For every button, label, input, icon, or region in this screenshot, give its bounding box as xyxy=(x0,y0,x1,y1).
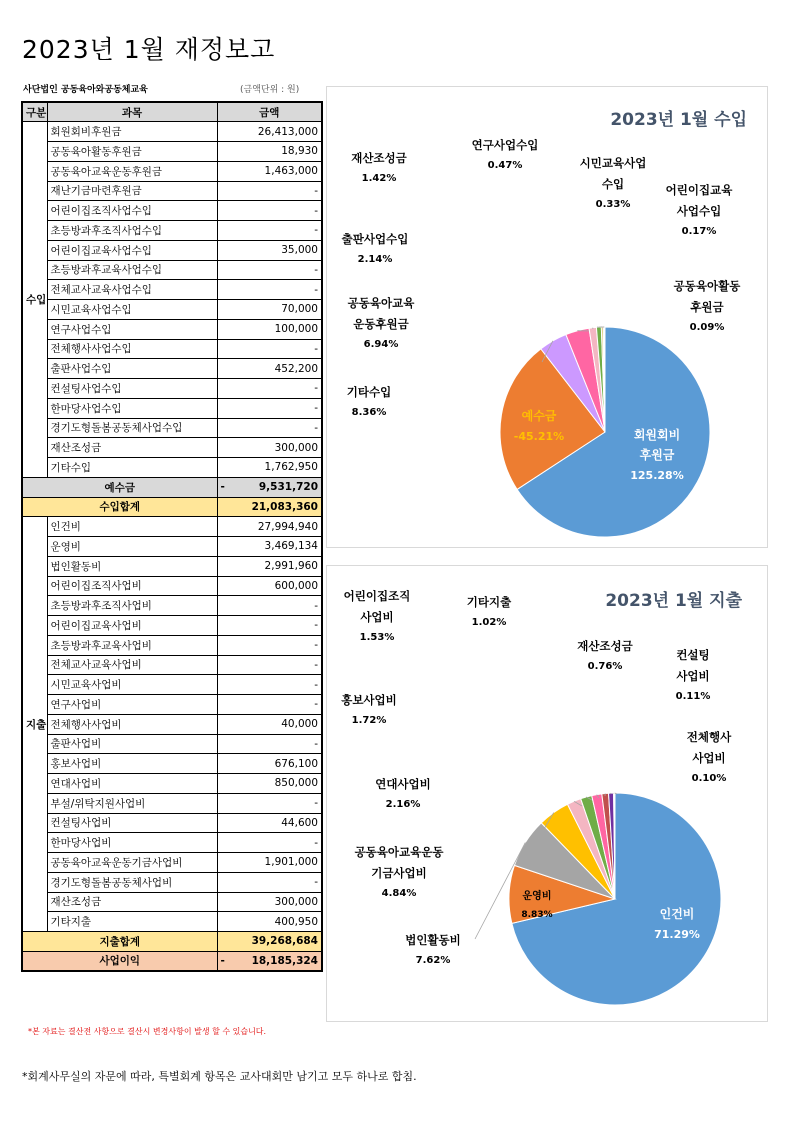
item-label: 전체행사사업수입 xyxy=(47,339,217,359)
item-label: 시민교육사업수입 xyxy=(47,300,217,320)
slice-label: 사업비 xyxy=(676,669,710,683)
disclaimer-note: *본 자료는 결산전 사항으로 결산시 변경사항이 발생 할 수 있습니다. xyxy=(28,1027,267,1036)
table-row xyxy=(22,892,322,912)
slice-label: 전체행사 xyxy=(686,730,732,744)
expense-chart-panel xyxy=(326,565,768,1022)
item-amount: - xyxy=(217,596,322,616)
item-amount: 850,000 xyxy=(217,774,322,794)
slice-label: 연구사업수입 xyxy=(471,138,539,152)
table-row xyxy=(22,181,322,201)
slice-percent: 8.83% xyxy=(521,910,553,920)
profit-sign: - xyxy=(220,954,225,967)
item-amount: - xyxy=(217,181,322,201)
table-row xyxy=(22,655,322,675)
table-row xyxy=(22,142,322,162)
item-label: 연구사업비 xyxy=(47,695,217,715)
item-label: 재산조성금 xyxy=(47,438,217,458)
item-amount: - xyxy=(217,221,322,241)
item-amount: - xyxy=(217,418,322,438)
slice-percent: 0.09% xyxy=(689,322,725,333)
slice-label: 재산조성금 xyxy=(351,151,407,165)
item-label: 재난기금마련후원금 xyxy=(47,181,217,201)
table-row xyxy=(22,438,322,458)
item-label: 출판사업비 xyxy=(47,734,217,754)
item-label: 초등방과후조직사업비 xyxy=(47,596,217,616)
item-amount: - xyxy=(217,695,322,715)
slice-label: 후원금 xyxy=(690,300,724,314)
slice-label: 운동후원금 xyxy=(353,317,409,331)
item-label: 재산조성금 xyxy=(47,892,217,912)
table-row xyxy=(22,300,322,320)
table-row xyxy=(22,537,322,557)
income-category: 수입 xyxy=(22,122,47,478)
slice-percent: 4.84% xyxy=(381,888,417,899)
header-amount: 금액 xyxy=(217,102,322,122)
slice-label: 컨설팅 xyxy=(676,648,710,662)
slice-label: 수입 xyxy=(601,177,625,191)
chart-title: 2023년 1월 지출 xyxy=(605,591,742,611)
slice-percent: 2.14% xyxy=(357,254,393,265)
profit-amount xyxy=(217,951,322,971)
deposit-row xyxy=(22,477,322,497)
slice-label: 기금사업비 xyxy=(371,866,427,880)
item-label: 기타지출 xyxy=(47,912,217,932)
table-row xyxy=(22,675,322,695)
item-amount: 35,000 xyxy=(217,240,322,260)
table-row xyxy=(22,774,322,794)
slice-percent: 0.76% xyxy=(587,661,623,672)
item-amount: 3,469,134 xyxy=(217,537,322,557)
item-amount: - xyxy=(217,635,322,655)
slice-percent: -45.21% xyxy=(513,430,565,443)
table-row xyxy=(22,517,322,537)
slice-percent: 0.11% xyxy=(675,691,711,702)
slice-percent: 2.16% xyxy=(385,799,421,810)
profit-row xyxy=(22,951,322,971)
expense-total-row xyxy=(22,932,322,952)
slice-label: 인건비 xyxy=(659,907,695,921)
slice-label: 공동육아교육 xyxy=(347,296,415,310)
slice-label: 연대사업비 xyxy=(375,777,431,791)
deposit-sign: - xyxy=(220,481,225,494)
table-row xyxy=(22,912,322,932)
item-amount: - xyxy=(217,398,322,418)
item-amount: - xyxy=(217,734,322,754)
expense-total-amount: 39,268,684 xyxy=(217,932,322,952)
slice-percent: 0.10% xyxy=(691,773,727,784)
table-row xyxy=(22,458,322,478)
header-item: 과목 xyxy=(47,102,217,122)
item-amount: 44,600 xyxy=(217,813,322,833)
item-label: 컨설팅사업수입 xyxy=(47,379,217,399)
slice-percent: 71.29% xyxy=(654,928,700,941)
item-amount: - xyxy=(217,793,322,813)
item-amount: - xyxy=(217,201,322,221)
expense-category: 지출 xyxy=(22,517,47,932)
table-row xyxy=(22,734,322,754)
slice-label: 기타지출 xyxy=(466,595,512,609)
table-row xyxy=(22,201,322,221)
slice-percent: 0.33% xyxy=(595,199,631,210)
table-row xyxy=(22,359,322,379)
item-label: 운영비 xyxy=(47,537,217,557)
item-label: 인건비 xyxy=(47,517,217,537)
item-label: 연구사업수입 xyxy=(47,319,217,339)
item-label: 법인활동비 xyxy=(47,556,217,576)
income-total-amount: 21,083,360 xyxy=(217,497,322,517)
amount-unit: (금액단위 : 원) xyxy=(240,85,300,95)
item-label: 한마당사업비 xyxy=(47,833,217,853)
item-amount: - xyxy=(217,379,322,399)
item-amount: 18,930 xyxy=(217,142,322,162)
item-amount: 300,000 xyxy=(217,438,322,458)
item-label: 경기도형돌봄공동체사업비 xyxy=(47,872,217,892)
item-label: 부설/위탁지원사업비 xyxy=(47,793,217,813)
item-label: 어린이집교육사업비 xyxy=(47,616,217,636)
slice-percent: 1.42% xyxy=(361,173,397,184)
deposit-label: 예수금 xyxy=(22,477,217,497)
item-label: 경기도형돌봄공동체사업수입 xyxy=(47,418,217,438)
slice-percent: 125.28% xyxy=(630,469,684,482)
table-row xyxy=(22,418,322,438)
table-row xyxy=(22,833,322,853)
profit-value: 18,185,324 xyxy=(251,954,318,967)
item-label: 초등방과후조직사업수입 xyxy=(47,221,217,241)
table-row xyxy=(22,260,322,280)
income-total-label: 수입합계 xyxy=(22,497,217,517)
table-row xyxy=(22,221,322,241)
finance-table xyxy=(21,101,323,972)
item-amount: 70,000 xyxy=(217,300,322,320)
item-amount: 1,901,000 xyxy=(217,853,322,873)
slice-label: 사업수입 xyxy=(676,204,722,218)
item-amount: 27,994,940 xyxy=(217,517,322,537)
deposit-amount xyxy=(217,477,322,497)
item-amount: - xyxy=(217,280,322,300)
table-row xyxy=(22,240,322,260)
slice-percent: 6.94% xyxy=(363,339,399,350)
chart-title: 2023년 1월 수입 xyxy=(610,110,747,130)
slice-label: 어린이집조직 xyxy=(343,589,411,603)
slice-label: 시민교육사업 xyxy=(579,156,647,170)
item-amount: 400,950 xyxy=(217,912,322,932)
item-label: 공동육아교육운동후원금 xyxy=(47,161,217,181)
table-row xyxy=(22,379,322,399)
item-label: 시민교육사업비 xyxy=(47,675,217,695)
item-label: 연대사업비 xyxy=(47,774,217,794)
item-label: 전체교사교육사업수입 xyxy=(47,280,217,300)
item-label: 초등방과후교육사업비 xyxy=(47,635,217,655)
slice-label: 사업비 xyxy=(692,751,726,765)
table-body xyxy=(22,122,322,971)
item-label: 홍보사업비 xyxy=(47,754,217,774)
slice-label: 재산조성금 xyxy=(577,639,633,653)
profit-label: 사업이익 xyxy=(22,951,217,971)
table-row xyxy=(22,754,322,774)
table-row xyxy=(22,339,322,359)
table-row xyxy=(22,813,322,833)
item-label: 한마당사업수입 xyxy=(47,398,217,418)
table-row xyxy=(22,161,322,181)
slice-percent: 7.62% xyxy=(415,955,451,966)
slice-percent: 1.72% xyxy=(351,715,387,726)
item-label: 전체교사교육사업비 xyxy=(47,655,217,675)
item-label: 공동육아교육운동기금사업비 xyxy=(47,853,217,873)
table-row xyxy=(22,556,322,576)
slice-label: 운영비 xyxy=(522,891,552,902)
item-label: 어린이집조직사업비 xyxy=(47,576,217,596)
table-row xyxy=(22,616,322,636)
item-amount: 300,000 xyxy=(217,892,322,912)
item-amount: 26,413,000 xyxy=(217,122,322,142)
item-amount: 676,100 xyxy=(217,754,322,774)
item-amount: - xyxy=(217,833,322,853)
item-amount: 1,463,000 xyxy=(217,161,322,181)
slice-label: 공동육아교육운동 xyxy=(354,845,444,859)
slice-label: 후원금 xyxy=(639,448,675,462)
item-amount: 600,000 xyxy=(217,576,322,596)
item-label: 회원회비후원금 xyxy=(47,122,217,142)
table-row xyxy=(22,793,322,813)
expense-total-label: 지출합계 xyxy=(22,932,217,952)
slice-percent: 0.47% xyxy=(487,160,523,171)
item-amount: - xyxy=(217,616,322,636)
slice-label: 예수금 xyxy=(521,409,557,423)
table-row xyxy=(22,695,322,715)
item-amount: 100,000 xyxy=(217,319,322,339)
slice-label: 회원회비 xyxy=(633,428,681,442)
organization-name: 사단법인 공동육아와공동체교육 xyxy=(23,85,148,95)
item-label: 어린이집교육사업수입 xyxy=(47,240,217,260)
item-amount: - xyxy=(217,655,322,675)
slice-percent: 8.36% xyxy=(351,407,387,418)
income-chart-panel xyxy=(326,86,768,548)
table-row xyxy=(22,872,322,892)
item-label: 전체행사사업비 xyxy=(47,714,217,734)
header-category: 구분 xyxy=(22,102,47,122)
table-row xyxy=(22,596,322,616)
item-label: 공동육아활동후원금 xyxy=(47,142,217,162)
table-row xyxy=(22,280,322,300)
expense-pie-chart xyxy=(327,566,767,1021)
table-row xyxy=(22,635,322,655)
item-amount: - xyxy=(217,260,322,280)
slice-label: 기타수입 xyxy=(346,385,392,399)
table-row xyxy=(22,714,322,734)
income-total-row xyxy=(22,497,322,517)
item-label: 어린이집조직사업수입 xyxy=(47,201,217,221)
item-amount: 40,000 xyxy=(217,714,322,734)
slice-label: 공동육아활동 xyxy=(673,279,741,293)
item-amount: - xyxy=(217,675,322,695)
item-amount: 452,200 xyxy=(217,359,322,379)
slice-percent: 1.53% xyxy=(359,632,395,643)
income-pie-chart xyxy=(327,87,767,547)
slice-label: 출판사업수입 xyxy=(341,232,409,246)
slice-label: 홍보사업비 xyxy=(341,693,397,707)
slice-label: 사업비 xyxy=(360,610,394,624)
item-amount: 2,991,960 xyxy=(217,556,322,576)
accounting-note: *회계사무실의 자문에 따라, 특별회계 항목은 교사대회만 남기고 모두 하나로 합침. xyxy=(22,1070,417,1083)
slice-percent: 1.02% xyxy=(471,617,507,628)
item-amount: - xyxy=(217,339,322,359)
table-row xyxy=(22,319,322,339)
deposit-value: 9,531,720 xyxy=(258,481,318,494)
item-label: 기타수입 xyxy=(47,458,217,478)
pie-slice xyxy=(614,793,615,899)
page-title: 2023년 1월 재정보고 xyxy=(22,35,276,64)
item-amount: 1,762,950 xyxy=(217,458,322,478)
table-row xyxy=(22,398,322,418)
slice-label: 법인활동비 xyxy=(405,933,461,947)
table-row xyxy=(22,853,322,873)
item-label: 컨설팅사업비 xyxy=(47,813,217,833)
item-amount: - xyxy=(217,872,322,892)
item-label: 초등방과후교육사업수입 xyxy=(47,260,217,280)
slice-percent: 0.17% xyxy=(681,226,717,237)
item-label: 출판사업수입 xyxy=(47,359,217,379)
table-header-row xyxy=(22,102,322,122)
table-row xyxy=(22,576,322,596)
table-row xyxy=(22,122,322,142)
slice-label: 어린이집교육 xyxy=(665,183,733,197)
